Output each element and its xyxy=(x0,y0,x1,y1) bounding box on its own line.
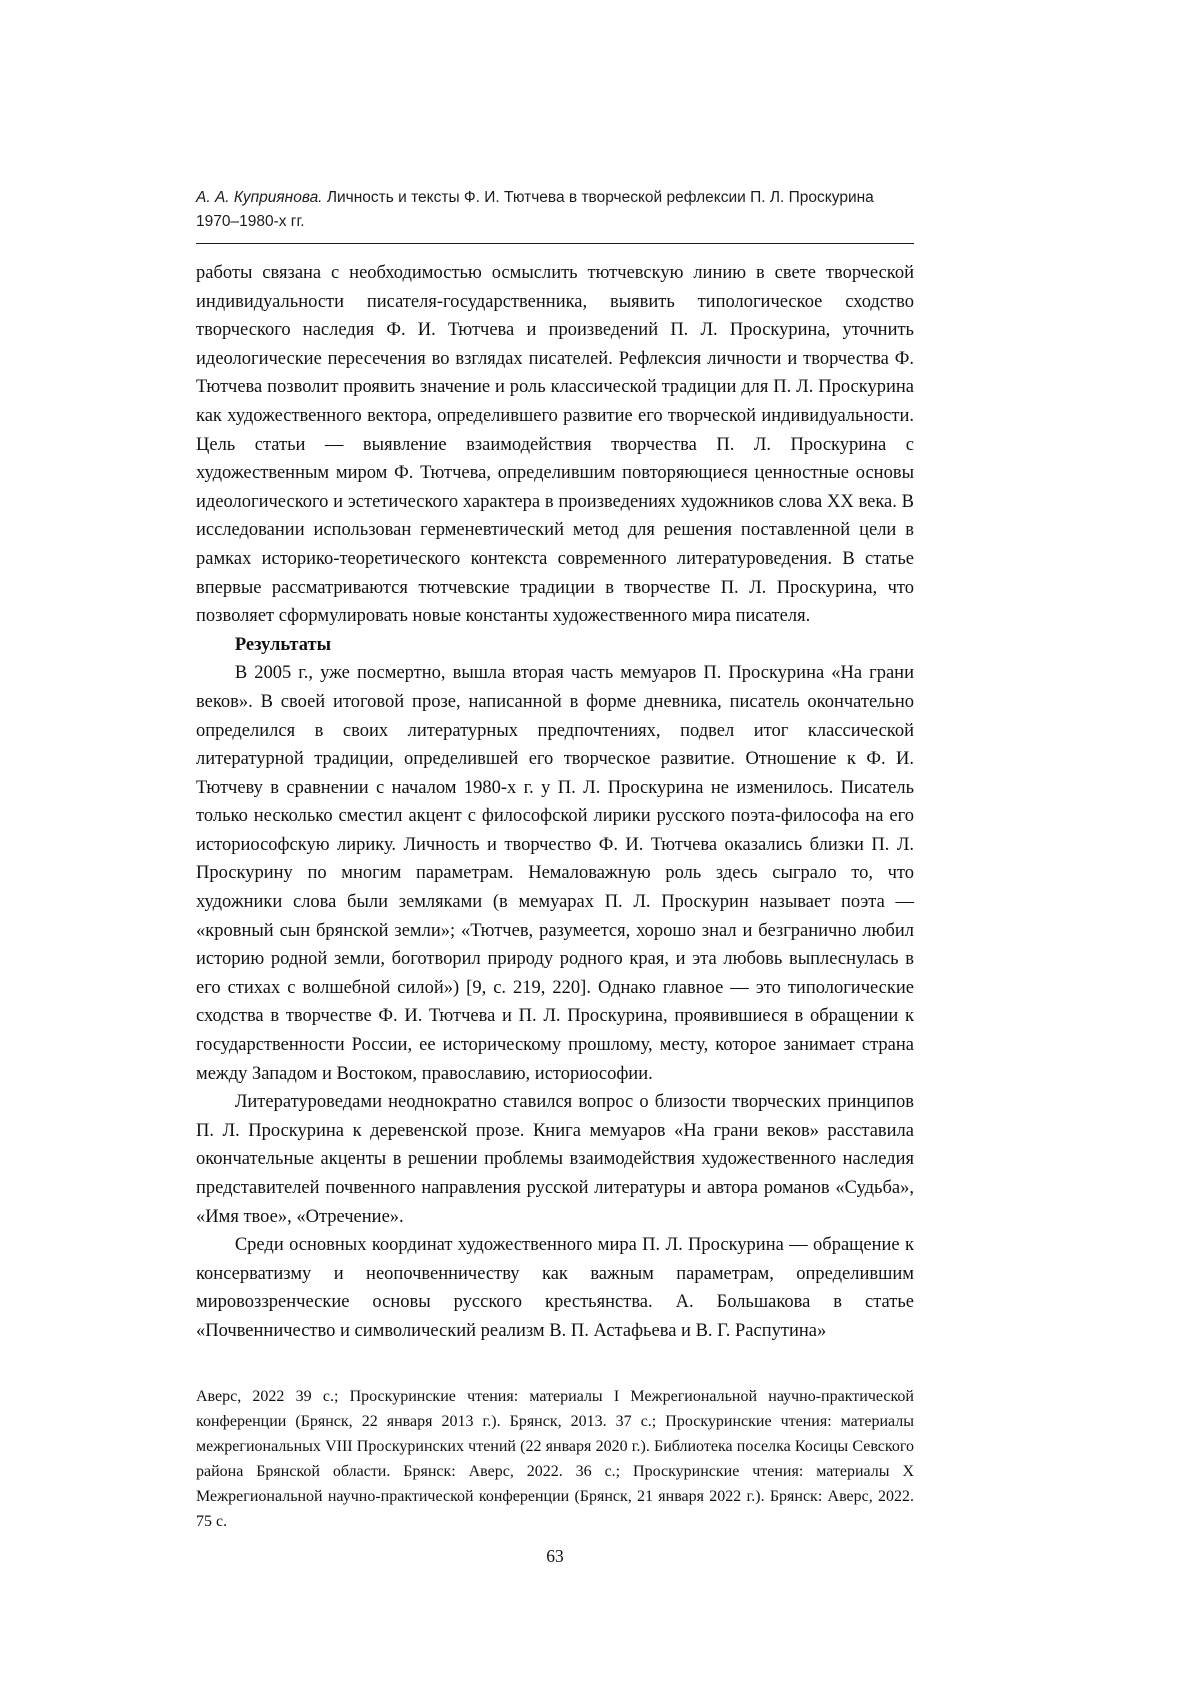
footnote-block xyxy=(196,1384,914,1534)
paragraph: работы связана с необходимостью осмыслить тютчевскую линию в свете творческой индивидуальности писателя-государственника, выявить типологическое сходство творческого наследия Ф. И. Тютчева и произведений П. Л. Проскурина, уточнить идеологические пересечения во взглядах писателей. Рефлексия личности и творчества Ф. Тютчева позволит проявить значение и роль классической традиции для П. Л. Проскурина как художественного вектора, определившего развитие его творческой индивидуальности. Цель статьи — выявление взаимодействия творчества П. Л. Проскурина с художественным миром Ф. Тютчева, определившим повторяющиеся ценностные основы идеологического и эстетического характера в произведениях художников слова XX века. В исследовании использован герменевтический метод для решения поставленной цели в рамках историко-теоретического контекста современного литературоведения. В статье впервые рассматриваются тютчевские традиции в творчестве П. Л. Проскурина, что позволяет сформулировать новые константы художественного мира писателя. xyxy=(196,263,914,627)
article-body xyxy=(196,259,914,1346)
paragraph: В 2005 г., уже посмертно, вышла вторая часть мемуаров П. Проскурина «На грани веков». В своей итоговой прозе, написанной в форме дневника, писатель окончательно определился в своих литературных предпочтениях, подвел итог классической литературной традиции, определившей его творческое развитие. Отношение к Ф. И. Тютчеву в сравнении с началом 1980-х г. у П. Л. Проскурина не изменилось. Писатель только несколько сместил акцент с философской лирики русского поэта-философа на его историософскую лирику. Личность и творчество Ф. И. Тютчева оказались близки П. Л. Проскурину по многим параметрам. Немаловажную роль здесь сыграло то, что художники слова были земляками (в мемуарах П. Л. Проскурин называет поэта — «кровный сын брянской земли»; «Тютчев, разумеется, хорошо знал и безгранично любил историю родной земли, боготворил природу родного края, и эта любовь выплеснулась в его стихах с волшебной силой») [9, с. 219, 220]. Однако главное — это типологические сходства в творчестве Ф. И. Тютчева и П. Л. Проскурина, проявившиеся в обращении к государственности России, ее историческому прошлому, месту, которое занимает страна между Западом и Востоком, православию, историософии. xyxy=(196,663,914,1084)
section-heading-results: Результаты xyxy=(234,634,332,655)
paragraph: Среди основных координат художественного мира П. Л. Проскурина — обращение к консерватизму и неопочвенничеству как важным параметрам, определившим мировоззренческие основы русского крестьянства. А. Большакова в статье «Почвенничество и символический реализм В. П. Астафьева и В. Г. Распутина» xyxy=(196,1235,914,1341)
running-head xyxy=(196,186,914,233)
page-number: 63 xyxy=(546,1545,564,1566)
running-head-author: А. А. Куприянова. xyxy=(196,189,323,206)
footnote-text: Аверс, 2022 39 с.; Проскуринские чтения: материалы I Межрегиональной научно-практической конференции (Брянск, 22 января 2013 г.). Брянск, 2013. 37 с.; Проскуринские чтения: материалы межрегиональных VIII Проскуринских чтений (22 января 2020 г.). Библиотека поселка Косицы Севского района Брянской области. Брянск: Аверс, 2022. 36 с.; Проскуринские чтения: материалы X Межрегиональной научно-практической конференции (Брянск, 21 января 2022 г.). Брянск: Аверс, 2022. 75 с. xyxy=(196,1387,914,1530)
paragraph: Литературоведами неоднократно ставился вопрос о близости творческих принципов П. Л. Проскурина к деревенской прозе. Книга мемуаров «На грани веков» расставила окончательные акценты в решении проблемы взаимодействия художественного наследия представителей почвенного направления русской литературы и автора романов «Судьба», «Имя твое», «Отречение». xyxy=(196,1092,914,1227)
header-rule xyxy=(196,243,914,244)
page-content xyxy=(196,186,914,1567)
running-head-title: Личность и тексты Ф. И. Тютчева в творческой рефлексии П. Л. Проскурина 1970–1980-х гг. xyxy=(196,189,874,230)
